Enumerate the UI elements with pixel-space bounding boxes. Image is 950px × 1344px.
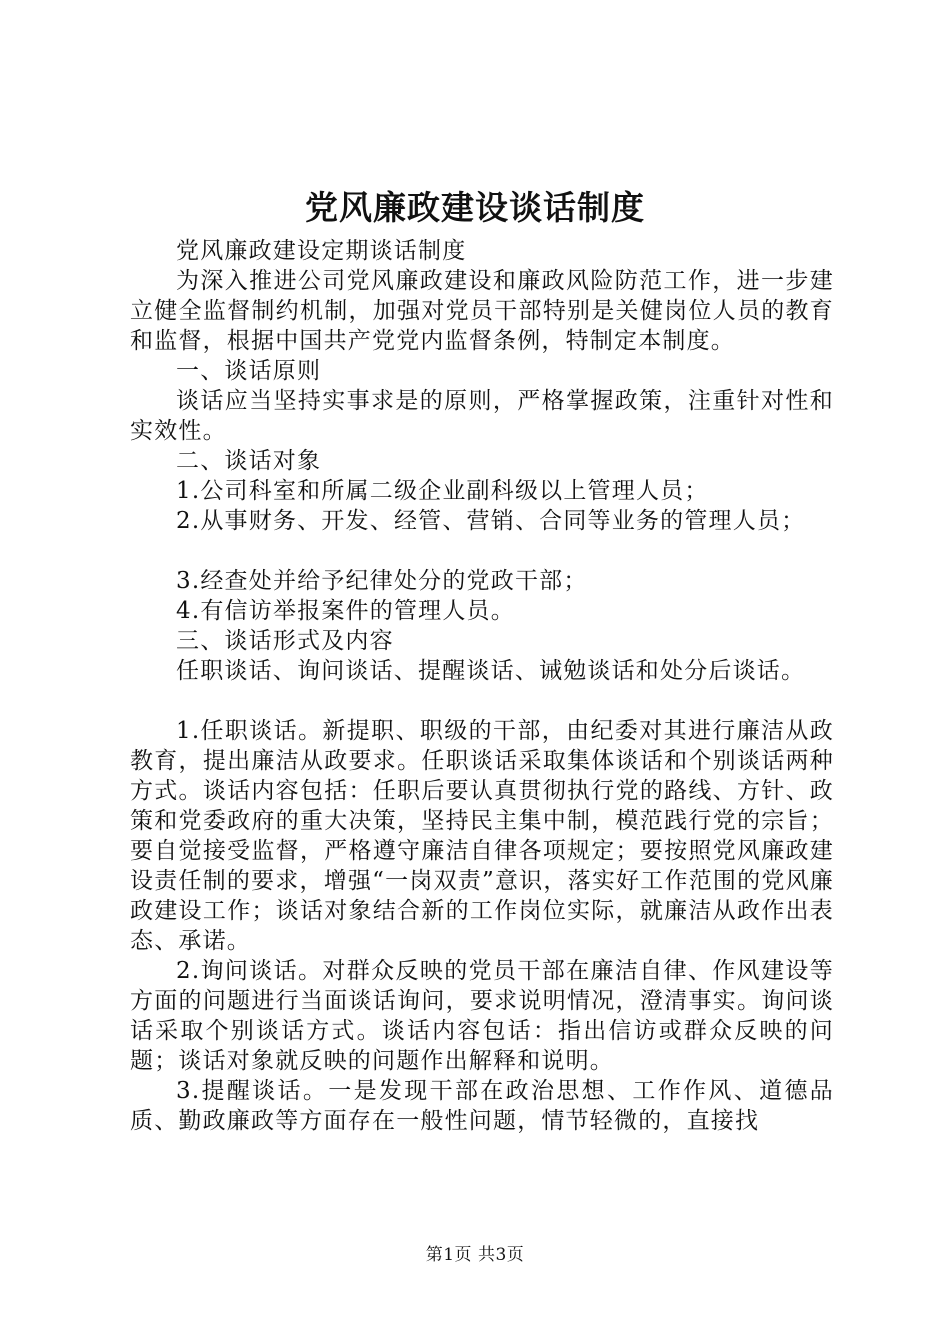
target-item-4: 4.有信访举报案件的管理人员。 bbox=[176, 598, 515, 624]
target-item-1: 1.公司科室和所属二级企业副科级以上管理人员； bbox=[176, 478, 709, 504]
document-title: 党风廉政建设谈话制度 bbox=[305, 188, 645, 227]
form-item-1: 1.任职谈话。新提职、职级的干部，由纪委对其进行廉洁从政教育，提出廉洁从政要求。任职谈话采取集体谈话和个别谈话两种方式。谈话内容包括：任职后要认真贯彻执行党的路线、方针、政策和党委政府的重大决策，坚持民主集中制，模范践行党的宗旨；要自觉接受监督，严格遵守廉洁自律各项规定；要按照党风廉政建设责任制的要求，增强“一岗双责”意识，落实好工作范围的党风廉政建设工作；谈话对象结合新的工作岗位实际，就廉洁从政作出表态、承诺。 bbox=[130, 718, 834, 954]
form-item-2: 2.询问谈话。对群众反映的党员干部在廉洁自律、作风建设等方面的问题进行当面谈话询问，要求说明情况，澄清事实。询问谈话采取个别谈话方式。谈话内容包话：指出信访或群众反映的问题；谈话对象就反映的问题作出解释和说明。 bbox=[130, 958, 834, 1074]
section-heading-forms: 三、谈话形式及内容 bbox=[176, 628, 394, 654]
target-item-3: 3.经查处并给予纪律处分的党政干部； bbox=[176, 568, 588, 594]
document-body bbox=[130, 236, 834, 1136]
form-item-3: 3.提醒谈话。一是发现干部在政治思想、工作作风、道德品质、勤政廉政等方面存在一般性问题，情节轻微的，直接找 bbox=[130, 1078, 834, 1134]
target-item-2: 2.从事财务、开发、经管、营销、合同等业务的管理人员； bbox=[176, 508, 806, 534]
principles-paragraph: 谈话应当坚持实事求是的原则，严格掌握政策，注重针对性和实效性。 bbox=[130, 388, 834, 444]
page-footer: 第1页 共3页 bbox=[425, 1245, 525, 1265]
section-heading-principles: 一、谈话原则 bbox=[176, 358, 322, 384]
section-heading-targets: 二、谈话对象 bbox=[176, 448, 322, 474]
forms-summary-paragraph: 任职谈话、询问谈话、提醒谈话、诫勉谈话和处分后谈话。 bbox=[176, 658, 806, 684]
intro-paragraph: 为深入推进公司党风廉政建设和廉政风险防范工作，进一步建立健全监督制约机制，加强对党员干部特别是关健岗位人员的教育和监督，根据中国共产党党内监督条例，特制定本制度。 bbox=[130, 268, 834, 354]
subtitle-paragraph: 党风廉政建设定期谈话制度 bbox=[176, 238, 467, 264]
